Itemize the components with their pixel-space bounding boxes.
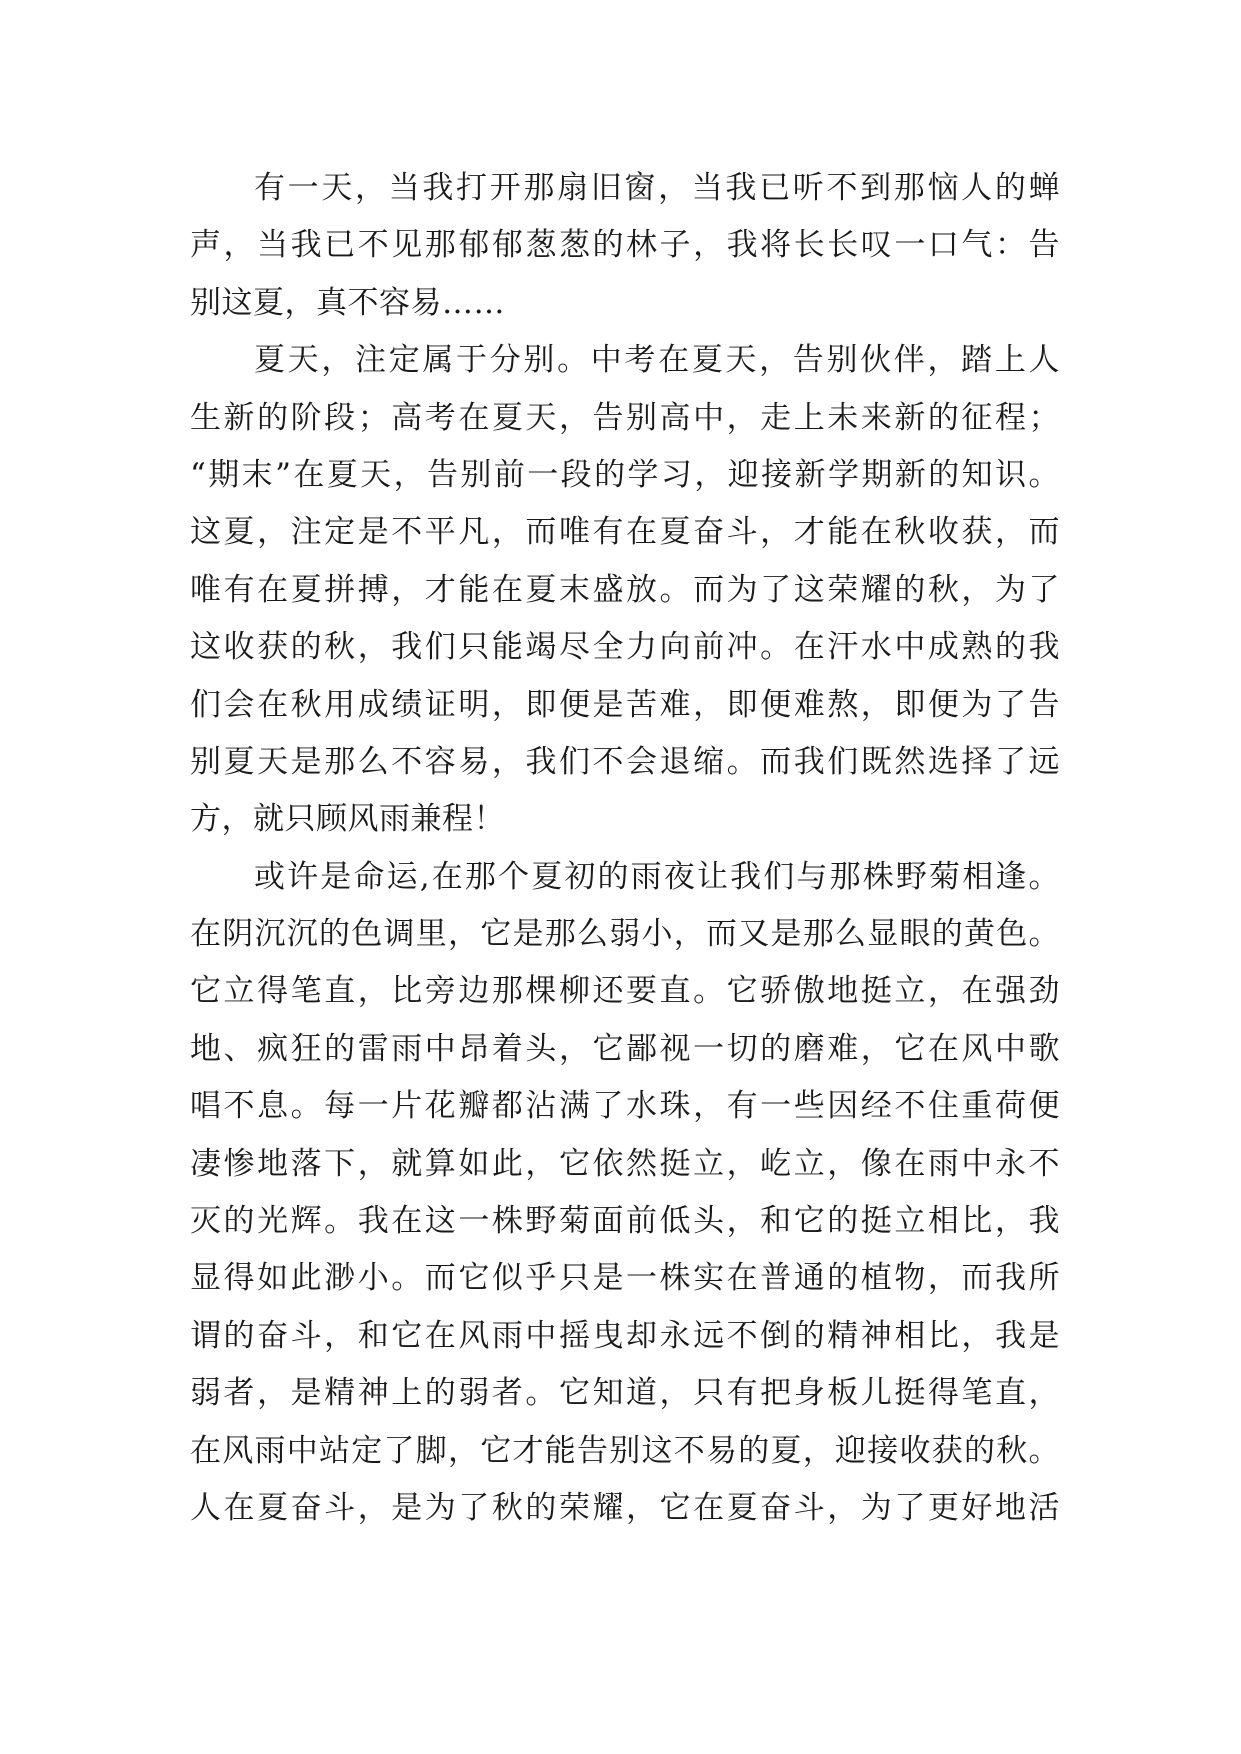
paragraph-3-line-10: 弱者，是精神上的弱者。它知道，只有把身板儿挺得笔直， (190, 1375, 1060, 1412)
paragraph-3-line-7: 灭的光辉。我在这一株野菊面前低头，和它的挺立相比，我 (190, 1203, 1060, 1240)
paragraph-3-line-5: 唱不息。每一片花瓣都沾满了水珠，有一些因经不住重荷便 (190, 1088, 1060, 1125)
paragraph-2-line-2: 生新的阶段；高考在夏天，告别高中，走上未来新的征程； (190, 399, 1060, 436)
paragraph-3-line-12: 人在夏奋斗，是为了秋的荣耀，它在夏奋斗，为了更好地活 (190, 1489, 1060, 1526)
paragraph-3-line-8: 显得如此渺小。而它似乎只是一株实在普通的植物，而我所 (190, 1260, 1060, 1297)
paragraph-2-line-7: 们会在秋用成绩证明，即便是苦难，即便难熬，即便为了告 (190, 686, 1060, 723)
paragraph-3-line-9: 谓的奋斗，和它在风雨中摇曳却永远不倒的精神相比，我是 (190, 1317, 1060, 1354)
paragraph-2-line-3: “期末”在夏天，告别前一段的学习，迎接新学期新的知识。 (190, 456, 1060, 493)
paragraph-2-line-4: 这夏，注定是不平凡，而唯有在夏奋斗，才能在秋收获，而 (190, 514, 1060, 551)
paragraph-3-line-6: 凄惨地落下，就算如此，它依然挺立，屹立，像在雨中永不 (190, 1145, 1060, 1182)
paragraph-2-line-1: 夏天，注定属于分别。中考在夏天，告别伙伴，踏上人 (254, 342, 1060, 379)
paragraph-1-line-3: 别这夏，真不容易…… (190, 284, 505, 321)
paragraph-2-line-9: 方，就只顾风雨兼程！ (190, 801, 505, 838)
paragraph-2-line-8: 别夏天是那么不容易，我们不会退缩。而我们既然选择了远 (190, 743, 1060, 780)
paragraph-1-line-2: 声，当我已不见那郁郁葱葱的林子，我将长长叹一口气：告 (190, 227, 1060, 264)
paragraph-3-line-1: 或许是命运,在那个夏初的雨夜让我们与那株野菊相逢。 (254, 858, 1060, 895)
paragraph-2-line-5: 唯有在夏拼搏，才能在夏末盛放。而为了这荣耀的秋，为了 (190, 571, 1060, 608)
paragraph-3-line-3: 它立得笔直，比旁边那棵柳还要直。它骄傲地挺立，在强劲 (190, 973, 1060, 1010)
paragraph-3-line-4: 地、疯狂的雷雨中昂着头，它鄙视一切的磨难，它在风中歌 (190, 1030, 1060, 1067)
body-text (190, 160, 1060, 1537)
paragraph-2-line-6: 这收获的秋，我们只能竭尽全力向前冲。在汗水中成熟的我 (190, 629, 1060, 666)
paragraph-3-line-11: 在风雨中站定了脚，它才能告别这不易的夏，迎接收获的秋。 (190, 1432, 1060, 1469)
paragraph-3-line-2: 在阴沉沉的色调里，它是那么弱小，而又是那么显眼的黄色。 (190, 916, 1060, 953)
paragraph-1-line-1: 有一天，当我打开那扇旧窗，当我已听不到那恼人的蝉 (254, 170, 1060, 206)
